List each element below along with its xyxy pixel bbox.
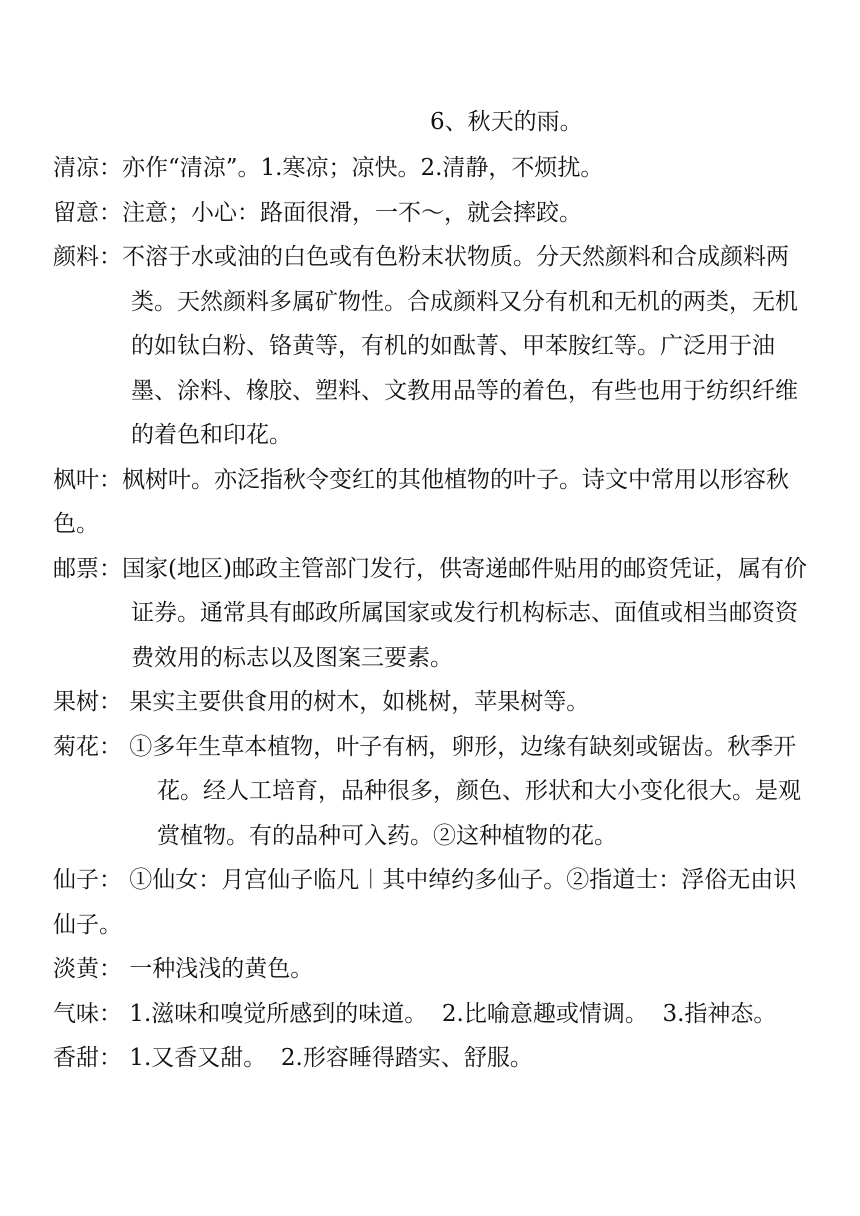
glossary-entry-liuyi [53, 191, 813, 236]
entry-definition: 国家(地区)邮政主管部门发行，供寄递邮件贴用的邮资凭证，属有价证券。通常具有邮政所属国家或发行机构标志、面值或相当邮资资费效用的标志以及图案三要素。 [122, 555, 807, 671]
glossary-entry-danhuang [53, 947, 813, 992]
glossary-entry-xiangtian [53, 1036, 813, 1081]
glossary-entry-xianzi [53, 858, 813, 947]
entry-term: 仙子： [53, 867, 122, 893]
entry-term: 清凉： [53, 155, 122, 181]
entry-definition: 枫树叶。亦泛指秋令变红的其他植物的叶子。诗文中常用以形容秋色。 [53, 466, 789, 537]
entry-definition: 1.滋味和嗅觉所感到的味道。 2.比喻意趣或情调。 3.指神态。 [122, 1000, 777, 1027]
entry-term: 果树： [53, 689, 122, 715]
entry-definition: ①多年生草本植物，叶子有柄，卵形，边缘有缺刻或锯齿。秋季开花。经人工培育，品种很多，颜色、形状和大小变化很大。是观赏植物。有的品种可入药。②这种植物的花。 [122, 733, 801, 849]
glossary-entry-qiwei [53, 992, 813, 1037]
glossary-entry-youpiao [53, 547, 813, 681]
entry-term: 淡黄： [53, 956, 122, 982]
entry-term: 留意： [53, 199, 122, 226]
entry-definition: 果实主要供食用的树木，如桃树，苹果树等。 [122, 689, 590, 715]
entry-definition: 亦作“清涼”。1.寒凉；凉快。2.清静，不烦扰。 [122, 155, 604, 181]
entry-definition: ①仙女：月宫仙子临凡︱其中绰约多仙子。②指道士：浮俗无由识仙子。 [53, 867, 797, 938]
entry-definition: 一种浅浅的黄色。 [122, 956, 314, 982]
entry-term: 枫叶： [53, 466, 122, 493]
glossary-entry-juhua [53, 725, 813, 859]
entry-term: 邮票： [53, 555, 122, 582]
glossary-list [53, 146, 813, 1081]
entry-term: 香甜： [53, 1045, 122, 1071]
entry-definition: 不溶于水或油的白色或有色粉末状物质。分天然颜料和合成颜料两类。天然颜料多属矿物性。合成颜料又分有机和无机的两类，无机的如钛白粉、铬黄等，有机的如酞菁、甲苯胺红等。广泛用于油墨、涂料、橡胶、塑料、文教用品等的着色，有些也用于纺织纤维的着色和印花。 [122, 244, 798, 448]
entry-term: 气味： [53, 1000, 122, 1027]
glossary-entry-qingliang [53, 146, 813, 191]
entry-term: 菊花： [53, 733, 122, 760]
glossary-entry-guoshu [53, 680, 813, 725]
entry-term: 颜料： [53, 244, 122, 270]
glossary-entry-fengye [53, 458, 813, 547]
glossary-entry-yanliao [53, 235, 813, 458]
entry-definition: 注意；小心：路面很滑，一不～，就会摔跤。 [122, 199, 582, 226]
entry-definition: 1.又香又甜。 2.形容睡得踏实、舒服。 [122, 1045, 533, 1071]
lesson-title: 6、秋天的雨。 [430, 109, 583, 135]
